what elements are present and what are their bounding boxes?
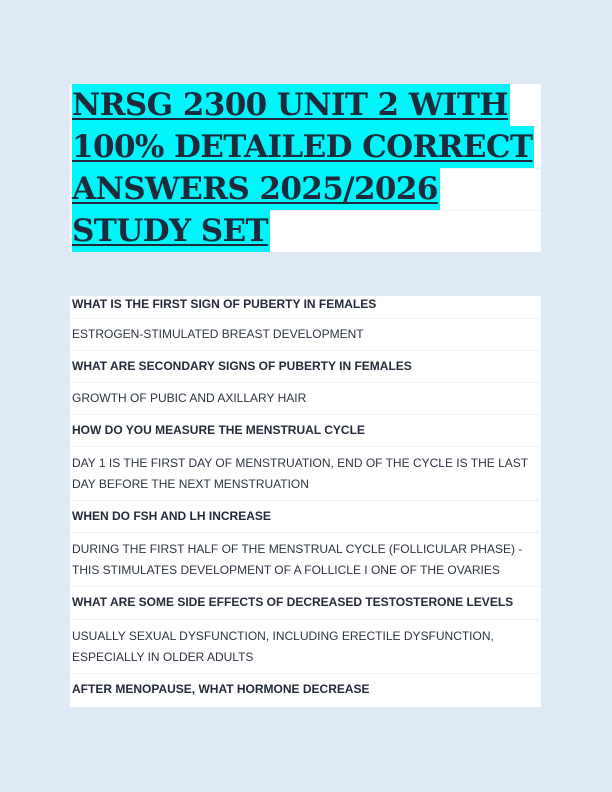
study-set-qa-list: [70, 296, 541, 707]
answer-row: [70, 620, 541, 674]
answer-row: [70, 447, 541, 501]
question-text: HOW DO YOU MEASURE THE MENSTRUAL CYCLE: [72, 423, 365, 437]
answer-row: [70, 533, 541, 587]
question-row: [70, 296, 541, 319]
document-title-line-1: NRSG 2300 UNIT 2 WITH: [72, 84, 510, 126]
question-row: [70, 501, 541, 533]
question-text: WHAT ARE SECONDARY SIGNS OF PUBERTY IN FEMALES: [72, 359, 412, 373]
answer-text: DURING THE FIRST HALF OF THE MENSTRUAL CYCLE (FOLLICULAR PHASE) -THIS STIMULATES DEVELOPMENT OF A FOLLICLE I ONE OF THE OVARIES: [72, 542, 523, 577]
question-text: WHEN DO FSH AND LH INCREASE: [72, 509, 271, 523]
question-row: [70, 587, 541, 620]
document-title-line-4: STUDY SET: [72, 210, 270, 252]
question-row: [70, 415, 541, 447]
answer-text: ESTROGEN-STIMULATED BREAST DEVELOPMENT: [72, 327, 364, 341]
question-text: AFTER MENOPAUSE, WHAT HORMONE DECREASE: [72, 682, 370, 696]
answer-text: USUALLY SEXUAL DYSFUNCTION, INCLUDING ERECTILE DYSFUNCTION, ESPECIALLY IN OLDER ADULTS: [72, 629, 494, 664]
question-text: WHAT ARE SOME SIDE EFFECTS OF DECREASED TESTOSTERONE LEVELS: [72, 595, 514, 609]
document-title-line-2: 100% DETAILED CORRECT: [72, 126, 534, 168]
answer-row: [70, 319, 541, 351]
answer-text: DAY 1 IS THE FIRST DAY OF MENSTRUATION, END OF THE CYCLE IS THE LAST DAY BEFORE THE NEXT MENSTRUATION: [72, 456, 528, 491]
document-title-line-3: ANSWERS 2025/2026: [72, 168, 440, 210]
question-row: [70, 674, 541, 707]
question-text: WHAT IS THE FIRST SIGN OF PUBERTY IN FEMALES: [72, 297, 377, 311]
answer-text: GROWTH OF PUBIC AND AXILLARY HAIR: [72, 391, 307, 405]
document-title-block: [70, 84, 541, 252]
answer-row: [70, 383, 541, 415]
question-row: [70, 351, 541, 383]
